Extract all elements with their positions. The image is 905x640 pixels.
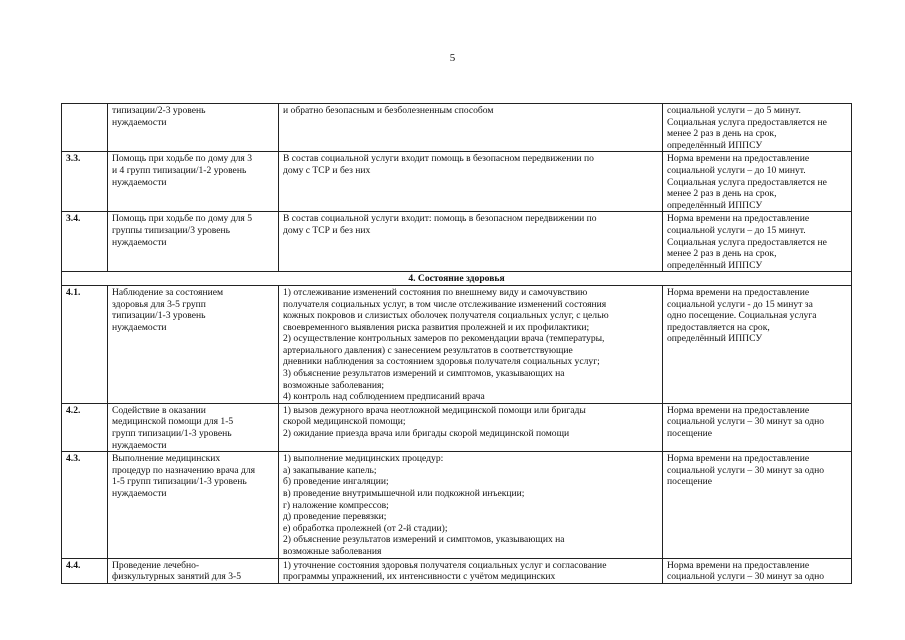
service-norm-line: социальной услуги – 30 минут за одно [667,464,825,476]
service-norm-line: социальной услуги - до 15 минут за [667,298,813,310]
services-table [61,103,852,584]
service-content-line: и обратно безопасным и безболезненным способом [283,105,494,116]
service-norm [663,152,852,212]
service-norm-line: предоставляется на срок, [667,321,770,333]
service-content-line: скорой медицинской помощи; [283,416,406,428]
service-name-line: медицинской помощи для 1-5 [112,416,234,428]
service-norm-line: Норма времени на предоставление [667,453,810,465]
service-content-line: возможные заболевания [283,545,382,557]
row-number: 3.3. [62,152,108,212]
service-name-line: Проведение лечебно- [112,559,200,571]
service-norm-line: посещение [667,476,712,488]
service-content-line: кожных покровов и слизистых оболочек получателя социальных услуг, с целью [283,310,609,322]
service-norm-line: социальной услуги – до 5 минут. [667,105,801,116]
service-norm-line: Норма времени на предоставление [667,153,810,165]
table-row [62,558,852,583]
service-content-line: а) закапывание капель; [283,464,377,476]
service-name-line: 1-5 групп типизации/1-3 уровень [112,476,247,488]
service-norm-line: определённый ИППСУ [667,259,763,271]
service-name-line: группы типизации/3 уровень [112,224,231,236]
row-number [62,104,108,152]
service-norm-line: посещение [667,428,712,440]
table-row [62,452,852,558]
service-content-line: б) проведение ингаляции; [283,476,389,488]
service-norm-line: Норма времени на предоставление [667,286,810,298]
service-norm-line: социальной услуги – 30 минут за одно [667,571,825,583]
service-name-line: нуждаемости [112,116,167,128]
service-name-line: нуждаемости [112,321,167,333]
service-content-line: В состав социальной услуги входит: помощь в безопасном передвижении по [283,213,597,225]
table-row [62,285,852,403]
service-norm-line: Социальная услуга предоставляется не [667,236,827,248]
service-content-line: 1) выполнение медицинских процедур: [283,453,444,465]
service-name [108,212,279,272]
row-number: 4.4. [62,558,108,583]
service-name [108,558,279,583]
service-content-line: 1) вызов дежурного врача неотложной медицинской помощи или бригады [283,404,586,416]
service-content-line: 2) осуществление контрольных замеров по рекомендации врача (температуры, [283,333,605,345]
service-name-line: типизации/2-3 уровень [112,105,206,116]
service-content-line: своевременного выявления риска развития пролежней и их профилактики; [283,321,590,333]
service-name [108,104,279,152]
service-norm [663,285,852,403]
service-content-line: дому с ТСР и без них [283,224,371,236]
row-number: 4.2. [62,403,108,451]
service-content [279,558,663,583]
service-content [279,285,663,403]
service-content-line: В состав социальной услуги входит помощь в безопасном передвижении по [283,153,594,165]
service-norm-line: Социальная услуга предоставляется не [667,176,827,188]
section-title: 4. Состояние здоровья [62,272,852,286]
service-content-line: 3) объяснение результатов измерений и симптомов, указывающих на [283,368,565,380]
service-norm [663,104,852,152]
service-name-line: Помощь при ходьбе по дому для 5 [112,213,253,225]
service-norm [663,452,852,558]
service-norm-line: определённый ИППСУ [667,199,763,211]
page-number: 5 [449,52,456,64]
service-content-line: 4) контроль над соблюдением предписаний врача [283,391,485,403]
service-content-line: программы упражнений, их интенсивности с учётом медицинских [283,571,556,583]
table-row [62,403,852,451]
service-name [108,285,279,403]
service-content-line: в) проведение внутримышечной или подкожной инъекции; [283,488,525,499]
service-content [279,452,663,558]
service-name-line: здоровья для 3-5 групп [112,298,206,310]
service-content-line: дневники наблюдения за состоянием здоровья получателя социальных услуг; [283,356,600,368]
table-row [62,152,852,212]
row-number: 4.1. [62,285,108,403]
service-content-line: дому с ТСР и без них [283,164,371,176]
service-norm-line: Норма времени на предоставление [667,404,810,416]
service-name-line: процедур по назначению врача для [112,464,256,476]
service-content-line: е) обработка пролежней (от 2-й стадии); [283,522,448,534]
service-norm [663,212,852,272]
table-row [62,104,852,152]
section-header-row [62,272,852,286]
service-content-line: 1) уточнение состояния здоровья получателя социальных услуг и согласование [283,559,607,571]
service-content-line: получателя социальных услуг, в том числе отслеживание изменений состояния [283,298,607,310]
service-norm [663,403,852,451]
service-name-line: нуждаемости [112,488,167,499]
service-name-line: нуждаемости [112,236,167,248]
service-norm [663,558,852,583]
service-norm-line: менее 2 раз в день на срок, [667,248,777,260]
service-content-line: 1) отслеживание изменений состояния по внешнему виду и самочувствию [283,286,588,298]
service-name [108,403,279,451]
row-number: 3.4. [62,212,108,272]
row-number: 4.3. [62,452,108,558]
service-content [279,152,663,212]
service-name-line: Помощь при ходьбе по дому для 3 [112,153,253,165]
service-norm-line: менее 2 раз в день на срок, [667,188,777,200]
service-content [279,403,663,451]
service-content [279,212,663,272]
service-norm-line: социальной услуги – до 10 минут. [667,164,806,176]
services-table-body [62,104,852,584]
service-name-line: Наблюдение за состоянием [112,286,224,298]
service-content [279,104,663,152]
service-name-line: нуждаемости [112,439,167,451]
service-name-line: Выполнение медицинских [112,453,221,465]
service-name-line: типизации/1-3 уровень [112,310,206,322]
service-norm-line: Норма времени на предоставление [667,559,810,571]
service-name [108,452,279,558]
service-content-line: г) наложение компрессов; [283,499,389,511]
service-name-line: нуждаемости [112,176,167,188]
service-norm-line: определённый ИППСУ [667,333,763,345]
table-row [62,212,852,272]
service-name-line: групп типизации/1-3 уровень [112,428,232,440]
service-content-line: 2) ожидание приезда врача или бригады скорой медицинской помощи [283,428,570,440]
service-name-line: и 4 групп типизации/1-2 уровень [112,164,247,176]
service-norm-line: социальной услуги – до 15 минут. [667,224,806,236]
service-norm-line: Норма времени на предоставление [667,213,810,225]
service-norm-line: социальной услуги – 30 минут за одно [667,416,825,428]
service-norm-line: менее 2 раз в день на срок, [667,128,777,140]
service-norm-line: Социальная услуга предоставляется не [667,116,827,128]
service-norm-line: одно посещение. Социальная услуга [667,310,817,322]
service-content-line: 2) объяснение результатов измерений и симптомов, указывающих на [283,534,565,546]
service-name-line: Содействие в оказании [112,404,206,416]
service-content-line: артериального давления) с занесением результатов в соответствующие [283,344,573,356]
service-name-line: физкультурных занятий для 3-5 [112,571,241,583]
service-content-line: д) проведение перевязки; [283,511,387,523]
service-content-line: возможные заболевания; [283,379,385,391]
service-norm-line: определённый ИППСУ [667,139,763,151]
service-name [108,152,279,212]
